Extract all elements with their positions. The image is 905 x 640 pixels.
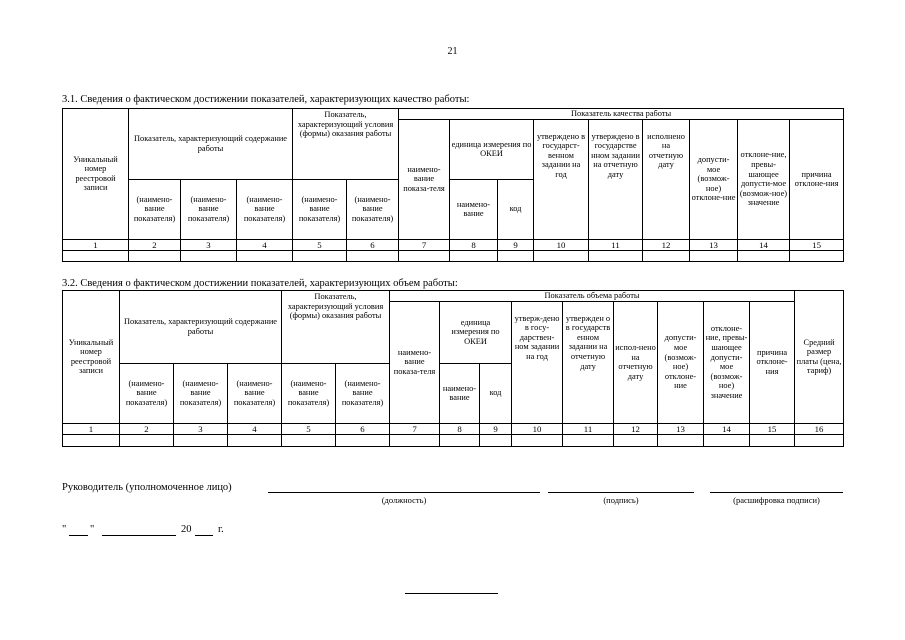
date-close-quote: " bbox=[90, 524, 95, 535]
data-cell[interactable] bbox=[750, 434, 795, 446]
quality-indicators-table bbox=[62, 108, 844, 262]
month-line[interactable] bbox=[102, 535, 176, 536]
sub-label: (наимено-вание показателя) bbox=[129, 179, 181, 239]
header-unit-name: наимено-вание bbox=[450, 179, 498, 239]
column-number: 14 bbox=[704, 423, 750, 434]
page-number: 21 bbox=[447, 46, 458, 57]
column-number: 10 bbox=[512, 423, 563, 434]
column-number: 2 bbox=[129, 239, 181, 250]
column-number: 12 bbox=[643, 239, 690, 250]
header-unit: единица измерения по ОКЕИ bbox=[450, 119, 534, 179]
header-indicator-group: Показатель объема работы bbox=[390, 291, 795, 302]
column-number: 12 bbox=[614, 423, 658, 434]
data-cell[interactable] bbox=[790, 250, 844, 261]
signature-label: Руководитель (уполномоченное лицо) bbox=[62, 482, 232, 493]
column-number: 14 bbox=[738, 239, 790, 250]
sub-label: (наимено-вание показателя) bbox=[347, 179, 399, 239]
data-cell[interactable] bbox=[534, 250, 589, 261]
data-cell[interactable] bbox=[440, 434, 480, 446]
column-number: 1 bbox=[63, 239, 129, 250]
footer-separator bbox=[405, 593, 498, 594]
decode-line[interactable] bbox=[710, 492, 843, 493]
column-number: 2 bbox=[120, 423, 174, 434]
header-registry: Уникальный номер реестровой записи bbox=[63, 109, 129, 240]
column-number: 6 bbox=[347, 239, 399, 250]
position-line[interactable] bbox=[268, 492, 540, 493]
column-number: 13 bbox=[690, 239, 738, 250]
column-number: 4 bbox=[237, 239, 293, 250]
data-cell[interactable] bbox=[347, 250, 399, 261]
data-cell[interactable] bbox=[498, 250, 534, 261]
column-number: 13 bbox=[658, 423, 704, 434]
header-approved-year: утверждено в государст-венном задании на год bbox=[534, 119, 589, 239]
data-cell[interactable] bbox=[704, 434, 750, 446]
header-indicator-group: Показатель качества работы bbox=[399, 109, 844, 120]
header-unit-code: код bbox=[498, 179, 534, 239]
column-number: 1 bbox=[63, 423, 120, 434]
day-line[interactable] bbox=[69, 535, 88, 536]
column-number: 10 bbox=[534, 239, 589, 250]
data-cell[interactable] bbox=[480, 434, 512, 446]
data-cell[interactable] bbox=[336, 434, 390, 446]
data-cell[interactable] bbox=[614, 434, 658, 446]
sub-label: (наимено-вание показателя) bbox=[174, 363, 228, 423]
data-cell[interactable] bbox=[293, 250, 347, 261]
column-number: 6 bbox=[336, 423, 390, 434]
column-number: 9 bbox=[498, 239, 534, 250]
data-cell[interactable] bbox=[228, 434, 282, 446]
data-cell[interactable] bbox=[390, 434, 440, 446]
column-number: 9 bbox=[480, 423, 512, 434]
header-indicator-name: наимено-вание показа-теля bbox=[390, 301, 440, 423]
data-cell[interactable] bbox=[589, 250, 643, 261]
sub-label: (наимено-вание показателя) bbox=[282, 363, 336, 423]
section2-title: 3.2. Сведения о фактическом достижении показателей, характеризующих объем работы: bbox=[62, 278, 458, 289]
data-cell[interactable] bbox=[512, 434, 563, 446]
header-executed: исполнено на отчетную дату bbox=[643, 119, 690, 239]
sub-label: (наимено-вание показателя) bbox=[293, 179, 347, 239]
year-line[interactable] bbox=[195, 535, 213, 536]
header-unit-code: код bbox=[480, 363, 512, 423]
sub-label: (наимено-вание показателя) bbox=[336, 363, 390, 423]
data-cell[interactable] bbox=[282, 434, 336, 446]
data-cell[interactable] bbox=[120, 434, 174, 446]
header-allowed-deviation: допусти-мое (возмож-ное) отклоне-ние bbox=[658, 301, 704, 423]
year-suffix: г. bbox=[218, 524, 224, 535]
header-average-fee: Средний размер платы (цена, тариф) bbox=[795, 291, 844, 424]
date-open-quote: " bbox=[62, 524, 67, 535]
data-cell[interactable] bbox=[174, 434, 228, 446]
header-exceeding-deviation: отклоне-ние, превы-шающее допусти-мое (возмож-ное) значение bbox=[738, 119, 790, 239]
column-number: 3 bbox=[174, 423, 228, 434]
column-number: 8 bbox=[450, 239, 498, 250]
data-cell[interactable] bbox=[690, 250, 738, 261]
position-caption: (должность) bbox=[381, 495, 427, 505]
column-number: 7 bbox=[390, 423, 440, 434]
header-conditions: Показатель, характеризующий условия (формы) оказания работы bbox=[293, 109, 399, 180]
header-content: Показатель, характеризующий содержание работы bbox=[129, 109, 293, 180]
header-reason: причина отклоне-ния bbox=[750, 301, 795, 423]
header-unit: единица измерения по ОКЕИ bbox=[440, 301, 512, 363]
column-number: 11 bbox=[589, 239, 643, 250]
section1-title: 3.1. Сведения о фактическом достижении показателей, характеризующих качество работы: bbox=[62, 94, 470, 105]
header-executed: испол-нено на отчетную дату bbox=[614, 301, 658, 423]
date-row bbox=[62, 524, 66, 535]
header-unit-name: наимено-вание bbox=[440, 363, 480, 423]
decode-caption: (расшифровка подписи) bbox=[733, 495, 820, 505]
data-cell[interactable] bbox=[658, 434, 704, 446]
data-cell[interactable] bbox=[63, 250, 129, 261]
data-cell[interactable] bbox=[563, 434, 614, 446]
data-cell[interactable] bbox=[237, 250, 293, 261]
data-cell[interactable] bbox=[129, 250, 181, 261]
sub-label: (наимено-вание показателя) bbox=[237, 179, 293, 239]
volume-indicators-table bbox=[62, 290, 844, 447]
column-number: 15 bbox=[750, 423, 795, 434]
sub-label: (наимено-вание показателя) bbox=[228, 363, 282, 423]
sub-label: (наимено-вание показателя) bbox=[120, 363, 174, 423]
signature-caption: (подпись) bbox=[603, 495, 639, 505]
column-number: 8 bbox=[440, 423, 480, 434]
header-approved-date: утвержден о в государств енном задании на отчетную дату bbox=[563, 301, 614, 423]
data-cell[interactable] bbox=[181, 250, 237, 261]
data-cell[interactable] bbox=[399, 250, 450, 261]
header-reason: причина отклоне-ния bbox=[790, 119, 844, 239]
year-prefix: 20 bbox=[181, 524, 192, 535]
column-number: 5 bbox=[282, 423, 336, 434]
header-exceeding-deviation: отклоне-ние, превы-шающее допусти-мое (возмож-ное) значение bbox=[704, 301, 750, 423]
data-cell[interactable] bbox=[643, 250, 690, 261]
data-cell[interactable] bbox=[795, 434, 844, 446]
header-registry: Уникальный номер реестровой записи bbox=[63, 291, 120, 424]
column-number: 5 bbox=[293, 239, 347, 250]
data-cell[interactable] bbox=[450, 250, 498, 261]
header-approved-date: утверждено в государстве нном задании на отчетную дату bbox=[589, 119, 643, 239]
column-number: 7 bbox=[399, 239, 450, 250]
header-indicator-name: наимено-вание показа-теля bbox=[399, 119, 450, 239]
header-approved-year: утверж-дено в госу-дарствен-ном задании на год bbox=[512, 301, 563, 423]
column-number: 16 bbox=[795, 423, 844, 434]
data-cell[interactable] bbox=[63, 434, 120, 446]
header-content: Показатель, характеризующий содержание работы bbox=[120, 291, 282, 364]
column-number: 11 bbox=[563, 423, 614, 434]
signature-line[interactable] bbox=[548, 492, 694, 493]
column-number: 3 bbox=[181, 239, 237, 250]
sub-label: (наимено-вание показателя) bbox=[181, 179, 237, 239]
column-number: 4 bbox=[228, 423, 282, 434]
header-allowed-deviation: допусти-мое (возмож-ное) отклоне-ние bbox=[690, 119, 738, 239]
column-number: 15 bbox=[790, 239, 844, 250]
data-cell[interactable] bbox=[738, 250, 790, 261]
header-conditions: Показатель, характеризующий условия (формы) оказания работы bbox=[282, 291, 390, 364]
